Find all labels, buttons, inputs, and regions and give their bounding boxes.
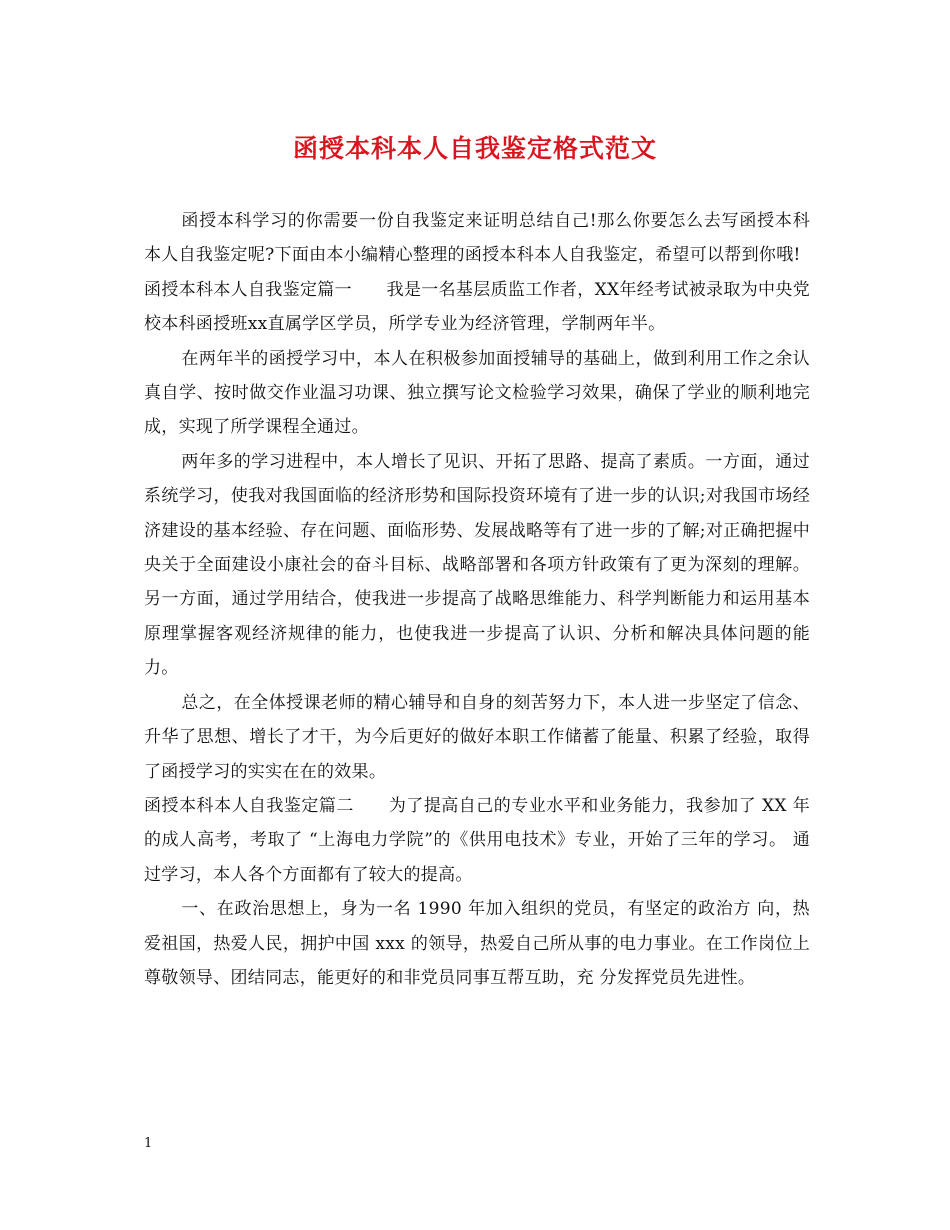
page-number: 1 <box>144 1136 153 1151</box>
paragraph-political: 一、在政治思想上，身为一名 1990 年加入组织的党员，有坚定的政治方 向，热爱祖国，热爱人民，拥护中国 xxx 的领导，热爱自己所从事的电力事业。在工作岗位上尊敬领导、团结同志，能更好的和非党员同事互帮互助，充 分发挥党员先进性。 <box>144 899 810 988</box>
paragraph-study-gains: 两年多的学习进程中，本人增长了见识、开拓了思路、提高了素质。一方面，通过系统学习，使我对我国面临的经济形势和国际投资环境有了进一步的认识;对我国市场经济建设的基本经验、存在问题、面临形势、发展战略等有了进一步的了解;对正确把握中央关于全面建设小康社会的奋斗目标、战略部署和各项方针政策有了更为深刻的理解。另一方面，通过学用结合，使我进一步提高了战略思维能力、科学判断能力和运用基本原理掌握客观经济规律的能力，也使我进一步提高了认识、分析和解决具体问题的能力。 <box>144 451 810 679</box>
paragraph-intro: 函授本科学习的你需要一份自我鉴定来证明总结自己!那么你要怎么去写函授本科本人自我鉴定呢?下面由本小编精心整理的函授本科本人自我鉴定，希望可以帮到你哦! <box>144 211 810 266</box>
document-body <box>144 204 810 995</box>
paragraph-section-two: 函授本科本人自我鉴定篇二 为了提高自己的专业水平和业务能力，我参加了 XX 年的成人高考，考取了 “上海电力学院”的《供用电技术》专业，开始了三年的学习。 通过学习，本人各个方面都有了较大的提高。 <box>144 795 810 885</box>
paragraph-summary: 总之，在全体授课老师的精心辅导和自身的刻苦努力下，本人进一步坚定了信念、升华了思想、增长了才干，为今后更好的做好本职工作储蓄了能量、积累了经验，取得了函授学习的实实在在的效果。 <box>144 692 810 782</box>
paragraph-study-process: 在两年半的函授学习中，本人在积极参加面授辅导的基础上，做到利用工作之余认真自学、按时做交作业温习功课、独立撰写论文检验学习效果，确保了学业的顺利地完成，实现了所学课程全通过。 <box>144 348 810 438</box>
document-title: 函授本科本人自我鉴定格式范文 <box>292 134 657 163</box>
paragraph-section-one: 函授本科本人自我鉴定篇一 我是一名基层质监工作者，XX年经考试被录取为中央党校本科函授班xx直属学区学员，所学专业为经济管理，学制两年半。 <box>144 279 810 335</box>
